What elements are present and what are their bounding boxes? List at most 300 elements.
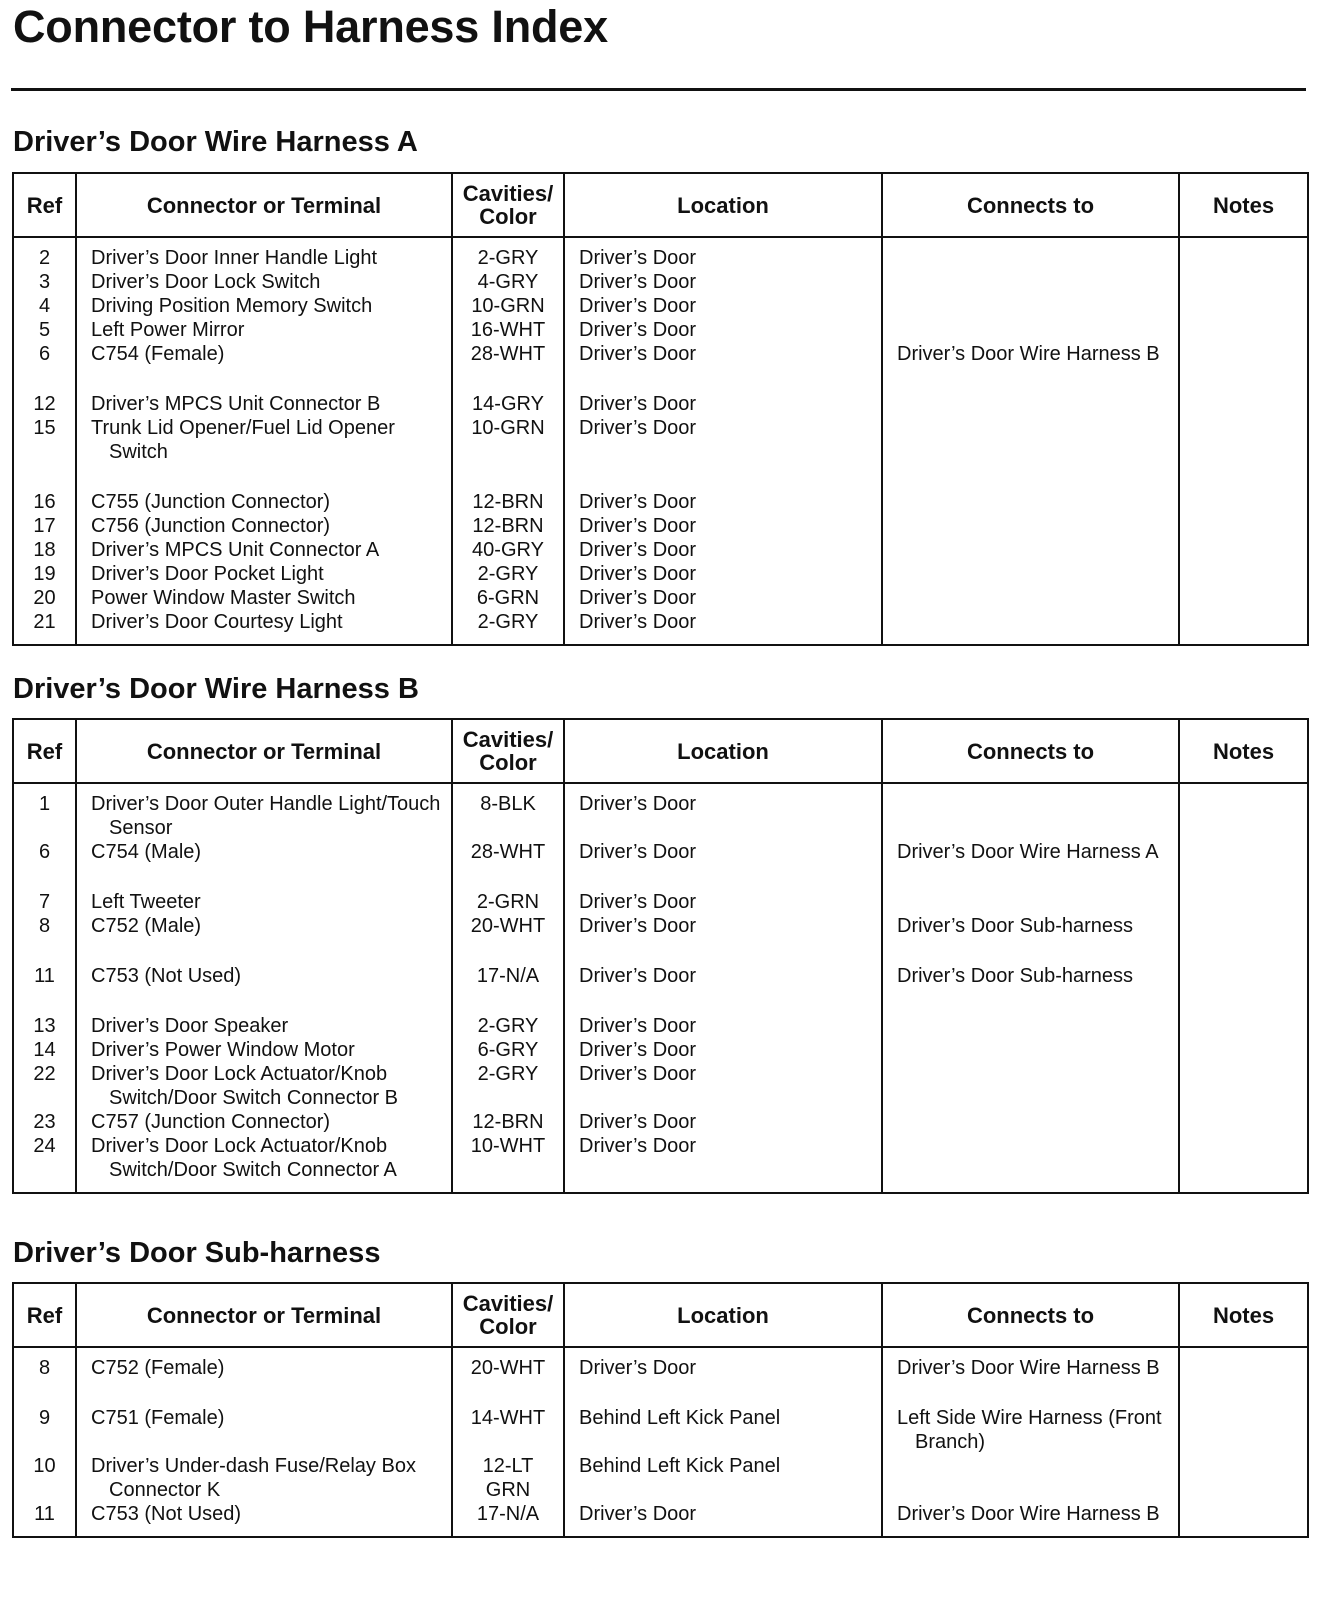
cavities-text: 16-WHT [470,319,546,341]
cell-notes [1179,237,1307,270]
cell-notes [1179,1038,1307,1062]
cell-location [564,1038,882,1062]
cavities-text: 28-WHT [470,343,546,365]
cell-location [564,270,882,294]
name-text: Driver’s Door Inner Handle Light [91,247,378,269]
table-row [14,318,1307,342]
location-text: Driver’s Door [579,841,697,863]
cavities-text: 12-LT GRN [482,1455,534,1501]
ref-text: 19 [33,563,56,585]
location-text: Driver’s Door [579,611,697,633]
ref-text: 6 [38,343,51,365]
cell-location [564,464,882,514]
location-text: Driver’s Door [579,393,697,415]
cell-notes [1179,318,1307,342]
cell-ref [14,864,76,914]
cell-notes [1179,840,1307,864]
cell-connects [882,464,1179,514]
location-text: Driver’s Door [579,1503,697,1525]
cell-cavities [452,464,564,514]
cell-connects [882,783,1179,840]
ref-text: 13 [33,1015,56,1037]
name-text: C751 (Female) [91,1407,225,1429]
cell-ref [14,1038,76,1062]
cavities-header-line-1: Cavities/ [462,181,554,206]
cell-ref [14,914,76,938]
cell-connects [882,562,1179,586]
cell-name [76,864,452,914]
cell-ref [14,514,76,538]
cell-connects [882,318,1179,342]
location-text: Driver’s Door [579,539,697,561]
name-text: C754 (Female) [91,343,225,365]
cell-name [76,988,452,1038]
cell-ref [14,610,76,644]
name-text: Driver’s Door Lock Actuator/Knob Switch/Door Switch Connector A [91,1135,397,1181]
column-header-connects: Connects to [882,720,1179,783]
cell-cavities [452,864,564,914]
cavities-text: 2-GRY [477,563,539,585]
name-text: Driver’s Door Lock Actuator/Knob Switch/Door Switch Connector B [91,1063,399,1109]
cavities-text: 2-GRN [476,891,540,913]
cell-notes [1179,938,1307,988]
cavities-text: 17-N/A [476,1503,540,1525]
name-text: Left Tweeter [91,891,201,913]
table-row [14,1347,1307,1380]
cell-notes [1179,366,1307,416]
cell-name [76,840,452,864]
column-header-name: Connector or Terminal [76,1284,452,1347]
cell-cavities [452,610,564,644]
cell-notes [1179,1454,1307,1502]
cell-ref [14,1454,76,1502]
table-row [14,562,1307,586]
ref-text: 20 [33,587,56,609]
column-header-location: Location [564,174,882,237]
name-text: C757 (Junction Connector) [91,1111,331,1133]
cell-location [564,938,882,988]
connects-text: Driver’s Door Wire Harness A [897,841,1159,863]
table-row [14,864,1307,914]
name-text: Driver’s Door Courtesy Light [91,611,343,633]
cavities-text: 2-GRY [477,1015,539,1037]
table-row [14,416,1307,464]
cavities-text: 12-BRN [472,491,544,513]
cell-connects [882,342,1179,366]
location-text: Driver’s Door [579,491,697,513]
ref-text: 8 [38,915,51,937]
cell-location [564,1347,882,1380]
location-text: Driver’s Door [579,1015,697,1037]
cell-connects [882,1134,1179,1192]
location-text: Driver’s Door [579,343,697,365]
name-text: Driver’s MPCS Unit Connector B [91,393,381,415]
cavities-text: 28-WHT [470,841,546,863]
section-heading-harness-b: Driver’s Door Wire Harness B [13,673,419,705]
cavities-text: 10-WHT [470,1135,546,1157]
cell-connects [882,586,1179,610]
cell-connects [882,538,1179,562]
cell-notes [1179,1134,1307,1192]
connects-text: Driver’s Door Wire Harness B [897,343,1160,365]
table-row [14,938,1307,988]
cell-connects [882,1038,1179,1062]
cell-location [564,318,882,342]
cell-cavities [452,914,564,938]
cell-cavities [452,1454,564,1502]
location-text: Driver’s Door [579,1111,697,1133]
cell-notes [1179,988,1307,1038]
location-text: Behind Left Kick Panel [579,1407,781,1429]
cavities-header-line-2: Color [479,1314,537,1339]
ref-text: 17 [33,515,56,537]
cell-location [564,988,882,1038]
cell-cavities [452,1347,564,1380]
cavities-text: 10-GRN [471,417,545,439]
ref-text: 16 [33,491,56,513]
column-header-notes: Notes [1179,720,1307,783]
cell-ref [14,342,76,366]
table-row [14,1062,1307,1110]
cell-name [76,538,452,562]
column-header-name: Connector or Terminal [76,174,452,237]
cell-location [564,840,882,864]
title-divider [11,88,1306,91]
cavities-text: 12-BRN [472,1111,544,1133]
cell-connects [882,294,1179,318]
ref-text: 24 [33,1135,56,1157]
cell-notes [1179,464,1307,514]
ref-text: 9 [38,1407,51,1429]
cell-name [76,1110,452,1134]
cell-location [564,416,882,464]
cell-ref [14,416,76,464]
ref-text: 23 [33,1111,56,1133]
ref-text: 1 [38,793,51,815]
cell-location [564,610,882,644]
cavities-text: 2-GRY [477,1063,539,1085]
cell-ref [14,1347,76,1380]
cavities-text: 14-GRY [472,393,544,415]
table-row [14,464,1307,514]
cell-location [564,366,882,416]
location-text: Behind Left Kick Panel [579,1455,781,1477]
cell-location [564,1110,882,1134]
table-row [14,1502,1307,1536]
cell-name [76,586,452,610]
connects-text: Driver’s Door Wire Harness B [897,1503,1160,1525]
cavities-text: 14-WHT [470,1407,546,1429]
column-header-notes: Notes [1179,1284,1307,1347]
table-row [14,514,1307,538]
cell-cavities [452,562,564,586]
ref-text: 5 [38,319,51,341]
name-text: C756 (Junction Connector) [91,515,331,537]
cell-notes [1179,1062,1307,1110]
table-row [14,1380,1307,1454]
column-header-ref: Ref [14,720,76,783]
cell-cavities [452,1134,564,1192]
cell-cavities [452,416,564,464]
column-header-connects: Connects to [882,174,1179,237]
cavities-text: 4-GRY [477,271,539,293]
location-text: Driver’s Door [579,295,697,317]
cell-cavities [452,270,564,294]
location-text: Driver’s Door [579,965,697,987]
cell-notes [1179,416,1307,464]
cell-name [76,416,452,464]
cell-cavities [452,840,564,864]
cell-notes [1179,294,1307,318]
ref-text: 18 [33,539,56,561]
cavities-text: 6-GRY [477,1039,539,1061]
cell-name [76,318,452,342]
cell-name [76,1347,452,1380]
cell-connects [882,416,1179,464]
name-text: Left Power Mirror [91,319,245,341]
cell-location [564,514,882,538]
location-text: Driver’s Door [579,563,697,585]
table-row [14,1454,1307,1502]
cell-name [76,562,452,586]
cell-connects [882,1380,1179,1454]
cell-connects [882,988,1179,1038]
cell-name [76,464,452,514]
cell-cavities [452,1110,564,1134]
cell-cavities [452,366,564,416]
cell-ref [14,318,76,342]
column-header-location: Location [564,1284,882,1347]
harness-table-grid [14,174,1307,644]
table-header-row [14,720,1307,783]
cell-notes [1179,342,1307,366]
cell-location [564,783,882,840]
cell-name [76,514,452,538]
name-text: Driver’s Power Window Motor [91,1039,355,1061]
ref-text: 22 [33,1063,56,1085]
harness-b-table [12,718,1309,1194]
cell-name [76,1038,452,1062]
cell-cavities [452,318,564,342]
column-header-cavities [452,720,564,783]
cell-connects [882,1347,1179,1380]
cell-name [76,366,452,416]
table-header-row [14,1284,1307,1347]
location-text: Driver’s Door [579,247,697,269]
ref-text: 7 [38,891,51,913]
cell-name [76,1134,452,1192]
name-text: Driver’s Door Speaker [91,1015,289,1037]
ref-text: 6 [38,841,51,863]
location-text: Driver’s Door [579,915,697,937]
cell-cavities [452,237,564,270]
cell-name [76,1454,452,1502]
table-row [14,783,1307,840]
location-text: Driver’s Door [579,891,697,913]
harness-table-grid [14,1284,1307,1536]
cell-notes [1179,1380,1307,1454]
cell-location [564,1134,882,1192]
name-text: Trunk Lid Opener/Fuel Lid Opener Switch [91,417,395,463]
name-text: C753 (Not Used) [91,965,242,987]
cell-name [76,1380,452,1454]
cell-connects [882,864,1179,914]
cavities-text: 17-N/A [476,965,540,987]
table-row [14,270,1307,294]
name-text: C755 (Junction Connector) [91,491,331,513]
cell-ref [14,464,76,514]
table-row [14,610,1307,644]
location-text: Driver’s Door [579,1357,697,1379]
cell-name [76,294,452,318]
cell-ref [14,1502,76,1536]
cell-notes [1179,538,1307,562]
cell-name [76,1062,452,1110]
name-text: Driver’s MPCS Unit Connector A [91,539,380,561]
column-header-location: Location [564,720,882,783]
cell-cavities [452,1062,564,1110]
ref-text: 11 [34,1503,55,1525]
sub-harness-table [12,1282,1309,1538]
connects-text: Driver’s Door Sub-harness [897,915,1134,937]
cell-ref [14,294,76,318]
location-text: Driver’s Door [579,1063,697,1085]
column-header-connects: Connects to [882,1284,1179,1347]
table-row [14,342,1307,366]
cell-connects [882,1502,1179,1536]
table-row [14,1134,1307,1192]
location-text: Driver’s Door [579,515,697,537]
cell-cavities [452,938,564,988]
cavities-text: 2-GRY [477,247,539,269]
cell-ref [14,840,76,864]
cell-location [564,1454,882,1502]
cell-connects [882,270,1179,294]
cavities-header-line-2: Color [479,204,537,229]
cell-location [564,237,882,270]
ref-text: 11 [34,965,55,987]
cell-notes [1179,914,1307,938]
table-row [14,840,1307,864]
cell-connects [882,514,1179,538]
cell-location [564,562,882,586]
column-header-name: Connector or Terminal [76,720,452,783]
ref-text: 10 [33,1455,56,1477]
cell-notes [1179,610,1307,644]
name-text: Driver’s Door Outer Handle Light/Touch Sensor [91,793,441,839]
cell-connects [882,1454,1179,1502]
cell-connects [882,237,1179,270]
ref-text: 12 [33,393,56,415]
harness-table-grid [14,720,1307,1192]
cell-notes [1179,1110,1307,1134]
table-row [14,366,1307,416]
cell-cavities [452,538,564,562]
section-heading-sub-harness: Driver’s Door Sub-harness [13,1237,381,1269]
cell-name [76,610,452,644]
location-text: Driver’s Door [579,417,697,439]
cell-name [76,938,452,988]
cell-name [76,342,452,366]
cavities-text: 12-BRN [472,515,544,537]
cell-location [564,342,882,366]
cell-location [564,294,882,318]
cell-ref [14,1110,76,1134]
cell-connects [882,1062,1179,1110]
name-text: C752 (Male) [91,915,202,937]
cell-connects [882,366,1179,416]
name-text: Driver’s Door Lock Switch [91,271,321,293]
column-header-ref: Ref [14,1284,76,1347]
location-text: Driver’s Door [579,271,697,293]
name-text: C753 (Not Used) [91,1503,242,1525]
cell-ref [14,938,76,988]
location-text: Driver’s Door [579,1135,697,1157]
name-text: Power Window Master Switch [91,587,356,609]
cell-ref [14,1134,76,1192]
cavities-header-line-2: Color [479,750,537,775]
cell-cavities [452,294,564,318]
cell-location [564,914,882,938]
cell-ref [14,783,76,840]
connects-text: Left Side Wire Harness (Front Branch) [897,1407,1162,1453]
cell-ref [14,1380,76,1454]
column-header-cavities [452,174,564,237]
page-title: Connector to Harness Index [13,1,608,52]
cell-cavities [452,783,564,840]
cell-notes [1179,514,1307,538]
location-text: Driver’s Door [579,1039,697,1061]
cell-ref [14,270,76,294]
cavities-header-line-1: Cavities/ [462,727,554,752]
location-text: Driver’s Door [579,793,697,815]
cell-cavities [452,1038,564,1062]
cell-location [564,864,882,914]
location-text: Driver’s Door [579,319,697,341]
cell-name [76,237,452,270]
cavities-text: 6-GRN [476,587,540,609]
table-row [14,586,1307,610]
cell-notes [1179,270,1307,294]
cell-notes [1179,1347,1307,1380]
column-header-notes: Notes [1179,174,1307,237]
cell-notes [1179,1502,1307,1536]
ref-text: 2 [38,247,51,269]
cell-ref [14,237,76,270]
harness-a-table [12,172,1309,646]
ref-text: 4 [38,295,51,317]
cell-cavities [452,514,564,538]
cell-ref [14,538,76,562]
cell-name [76,1502,452,1536]
cell-cavities [452,342,564,366]
table-row [14,237,1307,270]
table-row [14,988,1307,1038]
cavities-header-line-1: Cavities/ [462,1291,554,1316]
cavities-text: 40-GRY [472,539,544,561]
cell-location [564,1502,882,1536]
ref-text: 15 [33,417,56,439]
table-row [14,1038,1307,1062]
connects-text: Driver’s Door Sub-harness [897,965,1134,987]
cell-ref [14,988,76,1038]
cell-notes [1179,864,1307,914]
cavities-text: 20-WHT [470,1357,546,1379]
cell-notes [1179,783,1307,840]
cell-location [564,1062,882,1110]
name-text: C754 (Male) [91,841,202,863]
cell-name [76,914,452,938]
